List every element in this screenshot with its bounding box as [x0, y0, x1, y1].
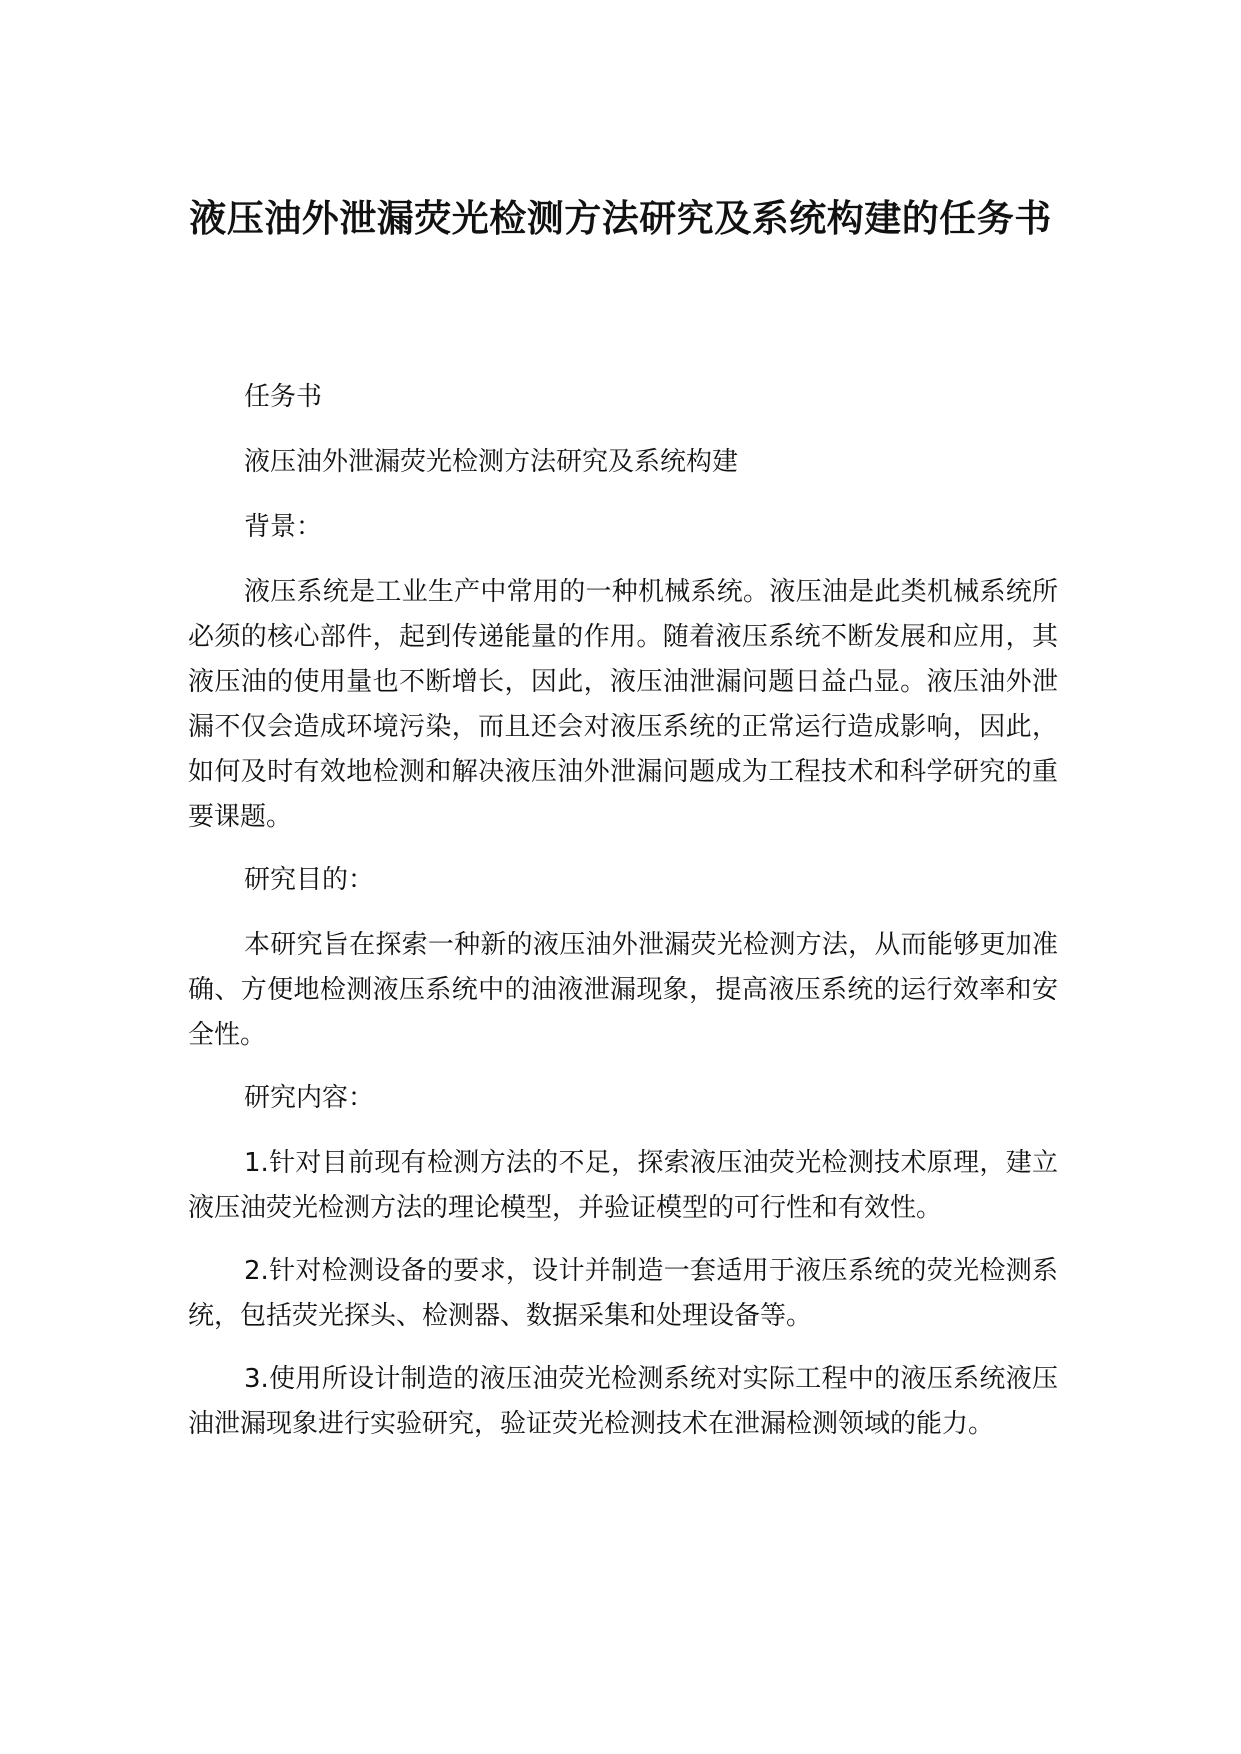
- paragraph-content-heading: 研究内容：: [244, 1083, 375, 1113]
- document-title: 液压油外泄漏荧光检测方法研究及系统构建的任务书: [189, 197, 1052, 240]
- paragraph-task-heading: 任务书: [244, 382, 323, 412]
- paragraph-purpose-text: 本研究旨在探索一种新的液压油外泄漏荧光检测方法，从而能够更加准确、方便地检测液压系统中的油液泄漏现象，提高液压系统的运行效率和安全性。: [188, 930, 1058, 1050]
- paragraph-project-name: 液压油外泄漏荧光检测方法研究及系统构建: [244, 447, 739, 477]
- paragraph-content-item-1: 1.针对目前现有检测方法的不足，探索液压油荧光检测技术原理，建立液压油荧光检测方法的理论模型，并验证模型的可行性和有效性。: [188, 1148, 1058, 1223]
- paragraph-background-text: 液压系统是工业生产中常用的一种机械系统。液压油是此类机械系统所必须的核心部件，起到传递能量的作用。随着液压系统不断发展和应用，其液压油的使用量也不断增长，因此，液压油泄漏问题日益凸显。液压油外泄漏不仅会造成环境污染，而且还会对液压系统的正常运行造成影响，因此，如何及时有效地检测和解决液压油外泄漏问题成为工程技术和科学研究的重要课题。: [188, 577, 1058, 832]
- paragraph-content-item-2: 2.针对检测设备的要求，设计并制造一套适用于液压系统的荧光检测系统，包括荧光探头、检测器、数据采集和处理设备等。: [188, 1256, 1058, 1331]
- document-body: [188, 375, 1058, 1465]
- paragraph-content-item-3: 3.使用所设计制造的液压油荧光检测系统对实际工程中的液压系统液压油泄漏现象进行实验研究，验证荧光检测技术在泄漏检测领域的能力。: [188, 1364, 1058, 1439]
- paragraph-background-heading: 背景：: [244, 512, 323, 542]
- paragraph-purpose-heading: 研究目的：: [244, 865, 375, 895]
